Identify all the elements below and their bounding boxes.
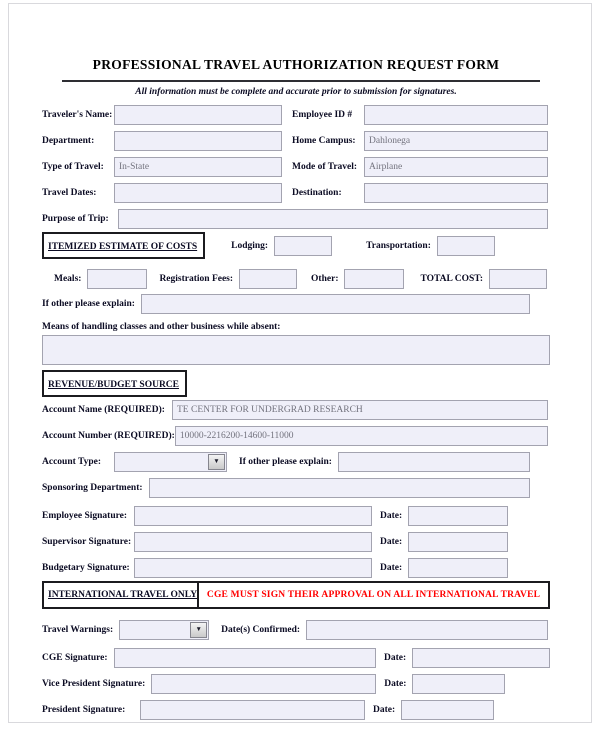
row-employee-signature [42,506,550,526]
home-campus-label: Home Campus: [292,136,356,146]
supervisor-signature-input[interactable] [134,532,372,552]
type-of-travel-input[interactable] [114,157,282,177]
revenue-if-other-label: If other please explain: [239,457,332,467]
cge-signature-input[interactable] [114,648,376,668]
row-supervisor-signature [42,532,550,552]
row-vice-president-signature [42,674,550,694]
page-title: PROFESSIONAL TRAVEL AUTHORIZATION REQUEST FORM [92,57,500,72]
international-header-cell [44,583,199,607]
president-signature-input[interactable] [140,700,365,720]
row-budgetary-signature [42,558,550,578]
row-purpose [42,209,550,229]
row-absence-label [42,322,550,332]
international-section-box [42,581,550,609]
vice-president-signature-label: Vice President Signature: [42,679,146,689]
row-travel-dates [42,183,550,203]
purpose-of-trip-label: Purpose of Trip: [42,214,109,224]
travel-warnings-dropdown-button[interactable] [190,622,207,638]
supervisor-date-input[interactable] [408,532,508,552]
row-costs-header [42,232,550,259]
row-account-number [42,426,550,446]
supervisor-signature-label: Supervisor Signature: [42,537,132,547]
row-president-signature [42,700,550,720]
revenue-section-header: REVENUE/BUDGET SOURCE [48,380,180,390]
budgetary-signature-input[interactable] [134,558,372,578]
revenue-section-box [42,370,187,397]
row-travel-type [42,157,550,177]
registration-fees-label: Registration Fees: [159,274,234,284]
cge-date-label: Date: [384,653,407,663]
costs-section-header: ITEMIZED ESTIMATE OF COSTS [48,242,198,252]
traveler-name-input[interactable] [114,105,282,125]
president-signature-label: President Signature: [42,705,126,715]
row-cost-items [42,269,550,289]
row-sponsoring-department [42,478,550,498]
employee-date-input[interactable] [408,506,508,526]
traveler-name-label: Traveler's Name: [42,110,113,120]
lodging-label: Lodging: [231,240,269,251]
row-costs-explain [42,294,550,314]
row-travel-warnings [42,620,550,640]
row-department [42,131,550,151]
vice-president-date-label: Date: [384,679,407,689]
revenue-if-other-input[interactable] [338,452,530,472]
budgetary-date-label: Date: [380,563,403,573]
chevron-down-icon: ▼ [213,457,220,465]
travel-dates-label: Travel Dates: [42,188,97,198]
row-absence-input [42,335,550,365]
registration-fees-input[interactable] [239,269,297,289]
purpose-of-trip-input[interactable] [118,209,548,229]
other-label: Other: [311,274,339,284]
lodging-input[interactable] [274,236,332,256]
destination-label: Destination: [292,188,342,198]
total-cost-label: TOTAL COST: [420,274,484,284]
employee-id-label: Employee ID # [292,110,353,120]
transportation-label: Transportation: [366,240,431,251]
department-input[interactable] [114,131,282,151]
costs-if-other-label: If other please explain: [42,299,135,309]
costs-if-other-input[interactable] [141,294,530,314]
transportation-input[interactable] [437,236,495,256]
mode-of-travel-label: Mode of Travel: [292,162,358,172]
cge-date-input[interactable] [412,648,550,668]
employee-id-input[interactable] [364,105,548,125]
president-date-label: Date: [373,705,396,715]
vice-president-signature-input[interactable] [151,674,376,694]
form-instructions: All information must be complete and accurate prior to submission for signatures. [135,87,457,97]
account-number-input[interactable] [175,426,548,446]
meals-input[interactable] [87,269,147,289]
travel-warnings-select[interactable] [119,620,209,640]
title-divider [62,80,540,82]
account-number-label: Account Number (REQUIRED): [42,431,175,441]
costs-section-box [42,232,205,259]
row-cge-signature [42,648,550,668]
supervisor-date-label: Date: [380,537,403,547]
budgetary-signature-label: Budgetary Signature: [42,563,130,573]
international-notice: CGE MUST SIGN THEIR APPROVAL ON ALL INTERNATIONAL TRAVEL [206,590,541,600]
home-campus-input[interactable] [364,131,548,151]
meals-label: Meals: [54,274,82,284]
cge-signature-label: CGE Signature: [42,653,108,663]
president-date-input[interactable] [401,700,494,720]
destination-input[interactable] [364,183,548,203]
sponsoring-department-input[interactable] [149,478,530,498]
travel-dates-input[interactable] [114,183,282,203]
row-traveler [42,105,550,125]
account-type-label: Account Type: [42,457,102,467]
budgetary-date-input[interactable] [408,558,508,578]
row-account-type [42,452,550,472]
chevron-down-icon: ▼ [195,625,202,633]
employee-signature-label: Employee Signature: [42,511,128,521]
dates-confirmed-input[interactable] [306,620,548,640]
absence-textarea[interactable] [42,335,550,365]
other-input[interactable] [344,269,404,289]
form [42,56,550,726]
account-type-dropdown-button[interactable] [208,454,225,470]
row-account-name [42,400,550,420]
absence-label: Means of handling classes and other business while absent: [42,322,281,332]
international-notice-cell [199,583,548,607]
department-label: Department: [42,136,95,146]
account-type-select[interactable] [114,452,227,472]
mode-of-travel-input[interactable] [364,157,548,177]
type-of-travel-label: Type of Travel: [42,162,104,172]
row-revenue-header [42,370,550,397]
total-cost-input[interactable] [489,269,547,289]
sponsoring-department-label: Sponsoring Department: [42,483,143,493]
travel-warnings-label: Travel Warnings: [42,625,114,635]
international-section-header: INTERNATIONAL TRAVEL ONLY [48,590,198,600]
employee-date-label: Date: [380,511,403,521]
account-name-input[interactable] [172,400,548,420]
employee-signature-input[interactable] [134,506,372,526]
account-name-label: Account Name (REQUIRED): [42,405,165,415]
vice-president-date-input[interactable] [412,674,505,694]
dates-confirmed-label: Date(s) Confirmed: [221,625,301,635]
